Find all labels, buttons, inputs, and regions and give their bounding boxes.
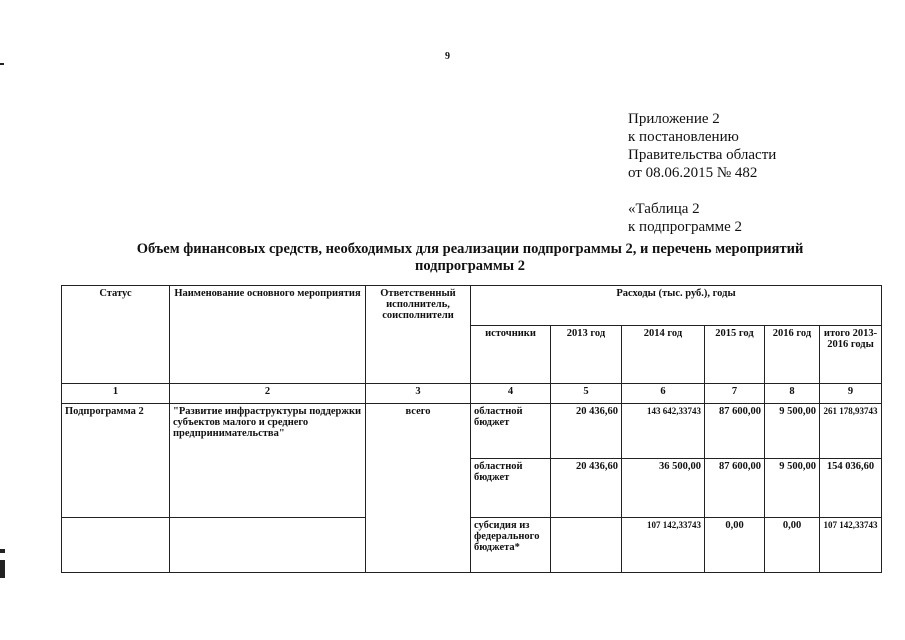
value-2016: 9 500,00: [765, 459, 820, 518]
value-2016: 0,00: [765, 518, 820, 573]
appendix-line: Приложение 2: [628, 111, 720, 127]
value-2014: 143 642,33743: [622, 404, 705, 459]
executor-cell: всего: [366, 404, 471, 573]
value-2015: 87 600,00: [705, 404, 765, 459]
header-name: Наименование основного мероприятия: [170, 286, 366, 384]
source-cell: субсидия из федерального бюджета*: [471, 518, 551, 573]
header-sources: источники: [471, 326, 551, 384]
header-executor: Ответственный исполнитель, соисполнители: [366, 286, 471, 384]
header-2016: 2016 год: [765, 326, 820, 384]
appendix-line: от 08.06.2015 № 482: [628, 165, 758, 181]
appendix-line: к подпрограмме 2: [628, 219, 742, 235]
margin-mark: [0, 63, 4, 65]
value-total: 154 036,60: [820, 459, 882, 518]
margin-mark: [0, 549, 5, 553]
column-number: 5: [551, 384, 622, 404]
column-number: 2: [170, 384, 366, 404]
column-number: 9: [820, 384, 882, 404]
column-number: 3: [366, 384, 471, 404]
header-2015: 2015 год: [705, 326, 765, 384]
column-number: 4: [471, 384, 551, 404]
appendix-line: «Таблица 2: [628, 201, 700, 217]
document-title: Объем финансовых средств, необходимых для реализации подпрограммы 2, и перечень мероприятий подпрограммы 2: [136, 241, 804, 274]
source-cell: областной бюджет: [471, 459, 551, 518]
appendix-line: к постановлению: [628, 129, 739, 145]
status-cell-empty: [62, 518, 170, 573]
value-2014: 107 142,33743: [622, 518, 705, 573]
page-number: 9: [445, 51, 450, 62]
header-2013: 2013 год: [551, 326, 622, 384]
header-expenses: Расходы (тыс. руб.), годы: [471, 286, 882, 326]
value-total: 261 178,93743: [820, 404, 882, 459]
value-total: 107 142,33743: [820, 518, 882, 573]
column-number: 7: [705, 384, 765, 404]
value-2015: 87 600,00: [705, 459, 765, 518]
header-2014: 2014 год: [622, 326, 705, 384]
margin-mark: [0, 560, 5, 578]
appendix-line: Правительства области: [628, 147, 777, 163]
value-2016: 9 500,00: [765, 404, 820, 459]
status-cell: Подпрограмма 2: [62, 404, 170, 518]
value-2014: 36 500,00: [622, 459, 705, 518]
header-status: Статус: [62, 286, 170, 384]
value-2015: 0,00: [705, 518, 765, 573]
table-row: [62, 518, 882, 573]
activity-name-cell: "Развитие инфраструктуры поддержки субъектов малого и среднего предпринимательства": [170, 404, 366, 518]
column-number: 1: [62, 384, 170, 404]
activity-name-cell-empty: [170, 518, 366, 573]
financing-table: [61, 285, 882, 573]
header-total: итого 2013-2016 годы: [820, 326, 882, 384]
value-2013: 20 436,60: [551, 459, 622, 518]
appendix-block: [628, 110, 776, 236]
column-number: 8: [765, 384, 820, 404]
table-row: [62, 404, 882, 459]
source-cell: областной бюджет: [471, 404, 551, 459]
value-2013: 20 436,60: [551, 404, 622, 459]
value-2013: [551, 518, 622, 573]
column-number: 6: [622, 384, 705, 404]
